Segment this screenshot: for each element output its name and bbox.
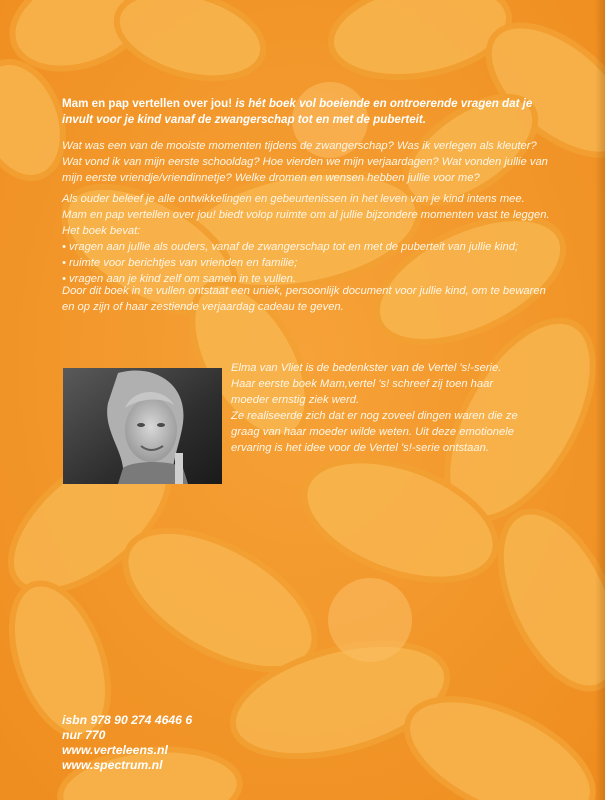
bio-line-2: Haar eerste boek Mam,vertel 's! schreef zij toen haar moeder ernstig ziek werd. [231, 378, 494, 406]
closing-paragraph: Door dit boek in te vullen ontstaat een uniek, persoonlijk document voor jullie kind, om te bewaren en op zijn of haar zestiende verjaardag cadeau te geven. [62, 285, 546, 313]
intro-title: Mam en pap vertellen over jou! [62, 97, 233, 110]
isbn-text: isbn 978 90 274 4646 6 [62, 713, 193, 727]
bio-line-1: Elma van Vliet is de bedenkster van de Vertel 's!-serie. [231, 362, 502, 374]
contents-item: • vragen aan je kind zelf om samen in te vullen. [62, 271, 552, 287]
nur-text: nur 770 [62, 728, 106, 742]
contents-intro: Het boek bevat: [62, 225, 141, 237]
author-bio [231, 360, 531, 456]
description-line-2: Mam en pap vertellen over jou! biedt volop ruimte om al jullie bijzondere momenten vast te leggen. [62, 209, 550, 221]
bio-line-3: Ze realiseerde zich dat er nog zoveel dingen waren die ze graag van haar moeder wilde weten. Uit deze emotionele ervaring is het idee voor de Vertel 's!-serie ontstaan. [231, 410, 518, 454]
website-link-verteleens[interactable]: www.verteleens.nl [62, 743, 168, 757]
contents-item: • vragen aan jullie als ouders, vanaf de zwangerschap tot en met de puberteit van jullie kind; [62, 239, 552, 255]
intro-text [62, 96, 552, 128]
author-portrait-photo [63, 368, 222, 484]
contents-list [62, 239, 552, 287]
description-line-1: Als ouder beleef je alle ontwikkelingen en gebeurtenissen in het leven van je kind intens mee. [62, 193, 525, 205]
spine-shadow [595, 0, 605, 800]
publication-info [62, 713, 322, 773]
questions-paragraph: Wat was een van de mooiste momenten tijdens de zwangerschap? Was ik verlegen als kleuter? Wat vond ik van mijn eerste schooldag? Hoe vierden we mijn verjaardagen? Wat vonden jullie van mijn eerste vriendje/vriendinnetje? Welke dromen en wensen hebben jullie voor me? [62, 140, 548, 184]
contents-item: • ruimte voor berichtjes van vrienden en familie; [62, 255, 552, 271]
description-paragraph [62, 191, 552, 287]
website-link-spectrum[interactable]: www.spectrum.nl [62, 758, 163, 772]
intro-rest: is hét boek vol boeiende en ontroerende vragen dat je invult voor je kind vanaf de zwangerschap tot en met de puberteit. [62, 97, 533, 126]
